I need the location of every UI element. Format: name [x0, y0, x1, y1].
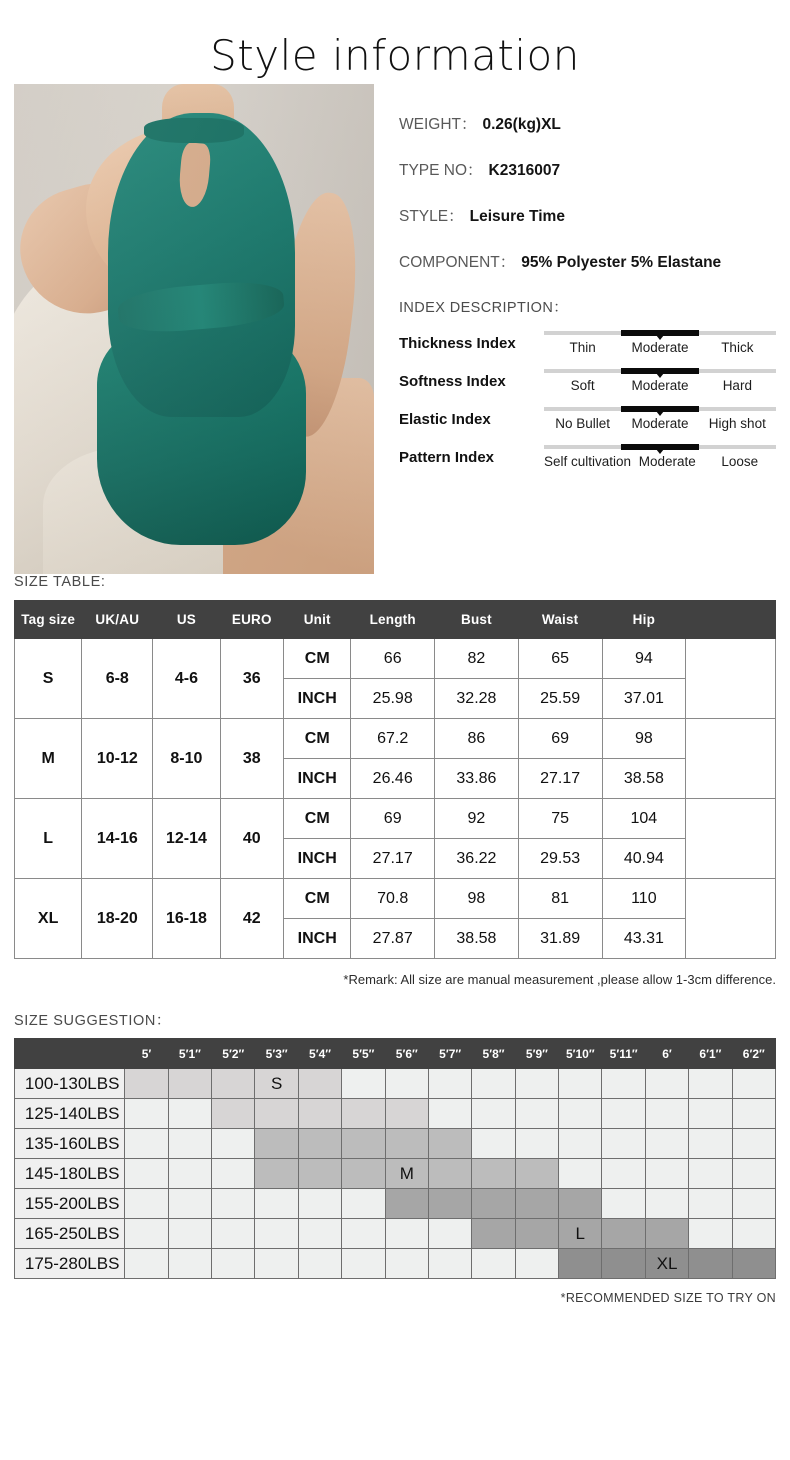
gauge-label-low: Self cultivation — [544, 454, 632, 469]
gauge-track — [544, 369, 776, 373]
suggestion-cell — [472, 1249, 515, 1279]
header-height-11: 5′11″ — [602, 1039, 645, 1069]
suggestion-cell — [125, 1249, 168, 1279]
cell-hip: 110 — [602, 879, 686, 919]
gauge-marker-icon — [656, 449, 664, 454]
suggestion-cell — [342, 1189, 385, 1219]
weight-range-label: 135-160LBS — [15, 1129, 125, 1159]
suggestion-cell-highlighted — [602, 1249, 645, 1279]
suggestion-cell-highlighted — [732, 1249, 775, 1279]
suggestion-row — [15, 1159, 776, 1189]
header-height-6: 5′6″ — [385, 1039, 428, 1069]
cell-uk-au: 14-16 — [82, 799, 153, 879]
suggestion-cell — [732, 1129, 775, 1159]
gauge-label-mid: Moderate — [631, 378, 689, 393]
header-bust: Bust — [435, 601, 519, 639]
suggestion-cell — [212, 1189, 255, 1219]
header-height-1: 5′1″ — [168, 1039, 211, 1069]
spec-component-label: COMPONENT： — [399, 254, 516, 271]
gauge-label-high: Hard — [722, 378, 752, 393]
suggestion-cell — [212, 1159, 255, 1189]
cell-waist: 69 — [518, 719, 602, 759]
index-elastic-label: Elastic Index — [399, 411, 491, 428]
spec-weight — [399, 112, 776, 134]
cell-unit: INCH — [284, 679, 351, 719]
page-title: Style information — [210, 31, 580, 80]
cell-hip: 104 — [602, 799, 686, 839]
spec-weight-label: WEIGHT： — [399, 116, 477, 133]
gauge-scale-labels — [544, 416, 776, 431]
gauge-label-mid: Moderate — [631, 416, 689, 431]
weight-range-label: 165-250LBS — [15, 1219, 125, 1249]
suggestion-cell-highlighted — [428, 1129, 471, 1159]
suggestion-cell — [559, 1129, 602, 1159]
suggestion-cell — [559, 1159, 602, 1189]
cell-unit: INCH — [284, 919, 351, 959]
suggestion-cell-highlighted — [428, 1189, 471, 1219]
suggestion-cell — [255, 1189, 298, 1219]
spec-component — [399, 250, 776, 272]
gauge-track — [544, 331, 776, 335]
suggestion-cell — [515, 1099, 558, 1129]
gauge-scale-labels — [544, 454, 776, 469]
cell-us: 4-6 — [153, 639, 220, 719]
suggestion-cell — [168, 1099, 211, 1129]
suggestion-cell — [645, 1069, 688, 1099]
header-height-9: 5′9″ — [515, 1039, 558, 1069]
suggestion-cell — [125, 1219, 168, 1249]
cell-euro: 36 — [220, 639, 284, 719]
gauge-label-mid: Moderate — [631, 340, 689, 355]
suggestion-cell-highlighted — [602, 1219, 645, 1249]
header-unit: Unit — [284, 601, 351, 639]
cell-length: 69 — [351, 799, 435, 839]
suggestion-cell — [428, 1069, 471, 1099]
size-table — [14, 600, 776, 959]
recommended-size-marker: S — [255, 1069, 298, 1099]
gauge-label-low: Soft — [570, 378, 595, 393]
header-euro: EURO — [220, 601, 284, 639]
weight-range-label: 100-130LBS — [15, 1069, 125, 1099]
header-tag-size: Tag size — [15, 601, 82, 639]
header-height-7: 5′7″ — [428, 1039, 471, 1069]
suggestion-cell-highlighted — [515, 1219, 558, 1249]
suggestion-cell — [212, 1129, 255, 1159]
suggestion-cell — [645, 1189, 688, 1219]
header-height-13: 6′1″ — [689, 1039, 732, 1069]
cell-bust: 38.58 — [435, 919, 519, 959]
suggestion-cell — [472, 1129, 515, 1159]
suggestion-cell-highlighted — [255, 1159, 298, 1189]
suggestion-cell — [342, 1069, 385, 1099]
table-row — [15, 799, 776, 839]
index-softness-label: Softness Index — [399, 373, 506, 390]
specification-list — [374, 84, 776, 483]
suggestion-cell-highlighted — [645, 1219, 688, 1249]
header-uk-au: UK/AU — [82, 601, 153, 639]
cell-hip: 43.31 — [602, 919, 686, 959]
suggestion-cell — [385, 1249, 428, 1279]
suggestion-row — [15, 1219, 776, 1249]
header-empty — [686, 601, 776, 639]
suggestion-cell — [602, 1159, 645, 1189]
cell-waist: 75 — [518, 799, 602, 839]
gauge-track — [544, 407, 776, 411]
cell-us: 12-14 — [153, 799, 220, 879]
cell-waist: 31.89 — [518, 919, 602, 959]
gauge-marker-icon — [656, 411, 664, 416]
suggestion-cell — [732, 1069, 775, 1099]
size-suggestion-body — [15, 1069, 776, 1279]
header-us: US — [153, 601, 220, 639]
suggestion-cell-highlighted — [559, 1249, 602, 1279]
cell-length: 26.46 — [351, 759, 435, 799]
header-height-3: 5′3″ — [255, 1039, 298, 1069]
size-table-header-row — [15, 601, 776, 639]
weight-range-label: 145-180LBS — [15, 1159, 125, 1189]
header-height-8: 5′8″ — [472, 1039, 515, 1069]
cell-bust: 86 — [435, 719, 519, 759]
suggestion-cell — [472, 1099, 515, 1129]
suggestion-cell — [602, 1189, 645, 1219]
suggestion-cell-highlighted — [298, 1099, 341, 1129]
suggestion-cell — [645, 1099, 688, 1129]
suggestion-cell — [255, 1219, 298, 1249]
index-description-heading: INDEX DESCRIPTION： — [399, 300, 569, 316]
cell-length: 27.87 — [351, 919, 435, 959]
suggestion-cell-highlighted — [342, 1129, 385, 1159]
suggestion-cell — [125, 1129, 168, 1159]
suggestion-row — [15, 1069, 776, 1099]
size-suggestion-footnote: *RECOMMENDED SIZE TO TRY ON — [560, 1291, 776, 1305]
suggestion-cell — [732, 1159, 775, 1189]
index-item-pattern — [399, 445, 776, 469]
suggestion-cell — [732, 1099, 775, 1129]
spec-type-no-label: TYPE NO： — [399, 162, 483, 179]
cell-unit: INCH — [284, 839, 351, 879]
cell-euro: 42 — [220, 879, 284, 959]
spec-style-value: Leisure Time — [469, 208, 565, 225]
gauge-label-high: Loose — [721, 454, 759, 469]
cell-waist: 65 — [518, 639, 602, 679]
suggestion-row — [15, 1189, 776, 1219]
cell-empty — [686, 639, 776, 719]
size-table-remark: *Remark: All size are manual measurement ,please allow 1-3cm difference. — [343, 972, 776, 987]
cell-bust: 92 — [435, 799, 519, 839]
gauge-marker-icon — [656, 335, 664, 340]
suggestion-cell — [168, 1249, 211, 1279]
cell-tag-size: M — [15, 719, 82, 799]
header-waist: Waist — [518, 601, 602, 639]
index-softness-gauge — [544, 369, 776, 393]
cell-length: 70.8 — [351, 879, 435, 919]
suggestion-cell-highlighted — [559, 1189, 602, 1219]
gauge-label-low: No Bullet — [555, 416, 611, 431]
suggestion-cell-highlighted — [385, 1189, 428, 1219]
cell-waist: 29.53 — [518, 839, 602, 879]
index-pattern-label: Pattern Index — [399, 449, 495, 466]
suggestion-cell-highlighted — [689, 1249, 732, 1279]
table-row — [15, 639, 776, 679]
suggestion-cell-highlighted — [298, 1159, 341, 1189]
suggestion-cell-highlighted — [298, 1069, 341, 1099]
cell-empty — [686, 879, 776, 959]
suggestion-cell — [689, 1129, 732, 1159]
suggestion-cell — [602, 1069, 645, 1099]
suggestion-row — [15, 1249, 776, 1279]
suggestion-cell-highlighted — [515, 1159, 558, 1189]
suggestion-cell — [732, 1189, 775, 1219]
gauge-label-high: Thick — [721, 340, 754, 355]
size-table-container — [0, 590, 790, 959]
suggestion-cell-highlighted — [515, 1189, 558, 1219]
cell-unit: CM — [284, 719, 351, 759]
suggestion-cell — [168, 1129, 211, 1159]
cell-bust: 32.28 — [435, 679, 519, 719]
suggestion-cell — [385, 1219, 428, 1249]
suggestion-cell-highlighted — [255, 1099, 298, 1129]
suggestion-cell-highlighted — [385, 1099, 428, 1129]
suggestion-cell-highlighted — [168, 1069, 211, 1099]
spec-type-no — [399, 158, 776, 180]
cell-bust: 82 — [435, 639, 519, 679]
cell-uk-au: 18-20 — [82, 879, 153, 959]
cell-waist: 81 — [518, 879, 602, 919]
header-height-0: 5′ — [125, 1039, 168, 1069]
cell-us: 16-18 — [153, 879, 220, 959]
table-row — [15, 879, 776, 919]
suggestion-row — [15, 1129, 776, 1159]
cell-bust: 33.86 — [435, 759, 519, 799]
suggestion-cell — [255, 1249, 298, 1279]
header-weight-corner — [15, 1039, 125, 1069]
suggestion-cell — [298, 1219, 341, 1249]
header-height-5: 5′5″ — [342, 1039, 385, 1069]
cell-us: 8-10 — [153, 719, 220, 799]
suggestion-cell — [515, 1069, 558, 1099]
cell-length: 27.17 — [351, 839, 435, 879]
index-item-thickness — [399, 331, 776, 355]
weight-range-label: 175-280LBS — [15, 1249, 125, 1279]
suggestion-cell — [125, 1189, 168, 1219]
suggestion-cell — [559, 1069, 602, 1099]
cell-empty — [686, 719, 776, 799]
suggestion-cell — [515, 1249, 558, 1279]
cell-waist: 27.17 — [518, 759, 602, 799]
cell-hip: 98 — [602, 719, 686, 759]
cell-unit: INCH — [284, 759, 351, 799]
suggestion-cell-highlighted — [472, 1219, 515, 1249]
cell-unit: CM — [284, 639, 351, 679]
suggestion-cell — [689, 1159, 732, 1189]
suggestion-cell-highlighted — [298, 1129, 341, 1159]
suggestion-cell-highlighted — [212, 1069, 255, 1099]
index-pattern-gauge — [544, 445, 776, 469]
gauge-label-high: High shot — [708, 416, 766, 431]
index-elastic-gauge — [544, 407, 776, 431]
cell-euro: 38 — [220, 719, 284, 799]
cell-hip: 94 — [602, 639, 686, 679]
suggestion-cell — [298, 1249, 341, 1279]
cell-unit: CM — [284, 879, 351, 919]
cell-tag-size: S — [15, 639, 82, 719]
cell-length: 67.2 — [351, 719, 435, 759]
suggestion-cell — [428, 1219, 471, 1249]
size-table-caption: SIZE TABLE: — [14, 574, 106, 590]
cell-bust: 98 — [435, 879, 519, 919]
gauge-label-mid: Moderate — [638, 454, 696, 469]
suggestion-cell — [472, 1069, 515, 1099]
cell-hip: 37.01 — [602, 679, 686, 719]
suggestion-row — [15, 1099, 776, 1129]
gauge-scale-labels — [544, 378, 776, 393]
suggestion-cell — [602, 1099, 645, 1129]
suggestion-cell — [342, 1219, 385, 1249]
suggestion-cell-highlighted — [472, 1159, 515, 1189]
header-height-14: 6′2″ — [732, 1039, 775, 1069]
suggestion-cell — [559, 1099, 602, 1129]
photo-lighting-overlay — [14, 84, 374, 574]
suggestion-cell-highlighted — [342, 1099, 385, 1129]
gauge-scale-labels — [544, 340, 776, 355]
suggestion-cell — [212, 1219, 255, 1249]
recommended-size-marker: M — [385, 1159, 428, 1189]
cell-tag-size: XL — [15, 879, 82, 959]
suggestion-cell-highlighted — [255, 1129, 298, 1159]
suggestion-cell — [428, 1099, 471, 1129]
suggestion-cell — [298, 1189, 341, 1219]
header-height-4: 5′4″ — [298, 1039, 341, 1069]
spec-style-label: STYLE： — [399, 208, 464, 225]
table-row — [15, 719, 776, 759]
suggestion-cell — [689, 1099, 732, 1129]
header-height-10: 5′10″ — [559, 1039, 602, 1069]
header-height-2: 5′2″ — [212, 1039, 255, 1069]
weight-range-label: 125-140LBS — [15, 1099, 125, 1129]
cell-length: 66 — [351, 639, 435, 679]
suggestion-cell-highlighted — [212, 1099, 255, 1129]
suggestion-cell — [428, 1249, 471, 1279]
spec-style — [399, 204, 776, 226]
index-item-elastic — [399, 407, 776, 431]
cell-unit: CM — [284, 799, 351, 839]
suggestion-cell — [168, 1219, 211, 1249]
cell-hip: 40.94 — [602, 839, 686, 879]
suggestion-cell — [168, 1189, 211, 1219]
index-thickness-label: Thickness Index — [399, 335, 516, 352]
suggestion-cell — [689, 1069, 732, 1099]
suggestion-cell — [602, 1129, 645, 1159]
index-item-softness — [399, 369, 776, 393]
gauge-track — [544, 445, 776, 449]
size-suggestion-table — [14, 1038, 776, 1279]
suggestion-cell — [645, 1159, 688, 1189]
spec-component-value: 95% Polyester 5% Elastane — [521, 254, 722, 271]
suggestion-cell — [732, 1219, 775, 1249]
index-thickness-gauge — [544, 331, 776, 355]
gauge-label-low: Thin — [569, 340, 596, 355]
suggestion-cell — [689, 1219, 732, 1249]
suggestion-cell — [385, 1069, 428, 1099]
suggestion-cell — [125, 1099, 168, 1129]
cell-uk-au: 6-8 — [82, 639, 153, 719]
suggestion-cell — [689, 1189, 732, 1219]
suggestion-cell-highlighted — [428, 1159, 471, 1189]
suggestion-cell — [125, 1159, 168, 1189]
suggestion-cell-highlighted — [472, 1189, 515, 1219]
cell-empty — [686, 799, 776, 879]
gauge-marker-icon — [656, 373, 664, 378]
suggestion-cell-highlighted — [342, 1159, 385, 1189]
weight-range-label: 155-200LBS — [15, 1189, 125, 1219]
recommended-size-marker: XL — [645, 1249, 688, 1279]
product-photo — [14, 84, 374, 574]
suggestion-cell — [212, 1249, 255, 1279]
suggestion-cell — [645, 1129, 688, 1159]
spec-weight-value: 0.26(kg)XL — [482, 116, 561, 133]
header-length: Length — [351, 601, 435, 639]
cell-hip: 38.58 — [602, 759, 686, 799]
size-suggestion-container — [0, 1030, 790, 1279]
suggestion-cell — [168, 1159, 211, 1189]
suggestion-cell-highlighted — [385, 1129, 428, 1159]
header-height-12: 6′ — [645, 1039, 688, 1069]
size-suggestion-header-row — [15, 1039, 776, 1069]
header-hip: Hip — [602, 601, 686, 639]
cell-waist: 25.59 — [518, 679, 602, 719]
cell-length: 25.98 — [351, 679, 435, 719]
cell-bust: 36.22 — [435, 839, 519, 879]
size-suggestion-caption: SIZE SUGGESTION： — [14, 1013, 172, 1029]
product-overview-section — [0, 78, 790, 574]
cell-euro: 40 — [220, 799, 284, 879]
spec-type-no-value: K2316007 — [488, 162, 561, 179]
cell-tag-size: L — [15, 799, 82, 879]
suggestion-cell-highlighted — [125, 1069, 168, 1099]
cell-uk-au: 10-12 — [82, 719, 153, 799]
suggestion-cell — [515, 1129, 558, 1159]
suggestion-cell — [342, 1249, 385, 1279]
recommended-size-marker: L — [559, 1219, 602, 1249]
